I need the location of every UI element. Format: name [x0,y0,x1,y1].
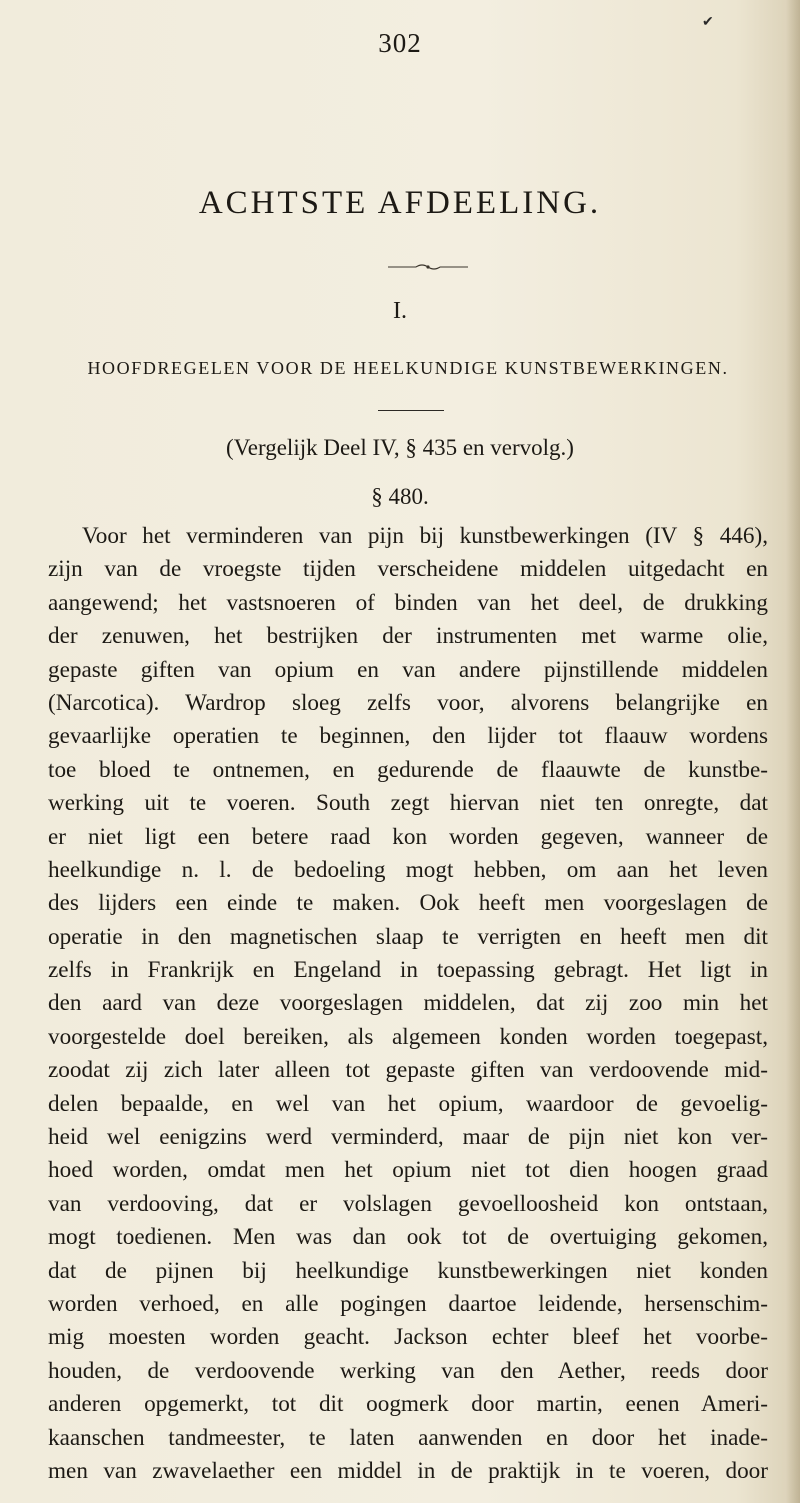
text-line: dat de pijnen bij heelkundige kunstbewerkingen niet konden [48,1257,768,1284]
text-line: operatie in den magnetischen slaap te verrigten en heeft men dit [48,923,768,950]
text-line: zelfs in Frankrijk en Engeland in toepassing gebragt. Het ligt in [48,957,768,984]
text-line: worden verhoed, en alle pogingen daartoe leidende, hersenschim- [48,1290,768,1317]
text-line: den aard van deze voorgeslagen middelen, dat zij zoo min het [48,990,768,1017]
page-edge-shadow [786,0,800,1503]
text-line: aangewend; het vastsnoeren of binden van het deel, de drukking [48,589,768,616]
chapter-number: I. [393,298,407,324]
text-line: er niet ligt een betere raad kon worden gegeven, wanneer de [48,823,768,850]
paragraph-number: § 480. [371,484,429,509]
text-line: heelkundige n. l. de bedoeling mogt hebben, om aan het leven [48,856,768,883]
text-line: gevaarlijke operatien te beginnen, den lijder tot flaauw wordens [48,723,768,750]
text-line: heid wel eenigzins werd verminderd, maar de pijn niet kon ver- [48,1124,768,1151]
text-line: kaanschen tandmeester, te laten aanwenden en door het inade- [48,1424,768,1451]
text-line: Voor het verminderen van pijn bij kunstbewerkingen (IV § 446), [82,523,768,549]
ink-mark-icon: ✔ [702,15,714,30]
text-line: der zenuwen, het bestrijken der instrumenten met warme olie, [48,623,768,650]
page-number: 302 [378,28,422,58]
text-line: toe bloed te ontnemen, en gedurende de flaauwte de kunstbe- [48,756,768,783]
body-text [48,520,768,1488]
section-title: ACHTSTE AFDEELING. [198,185,602,221]
chapter-title: HOOFDREGELEN VOOR DE HEELKUNDIGE KUNSTBEWERKINGEN. [87,358,729,378]
text-line: men van zwavelaether een middel in de praktijk in te voeren, door [48,1457,768,1484]
text-line: anderen opgemerkt, tot dit oogmerk door martin, eenen Ameri- [48,1391,768,1418]
text-line: zijn van de vroegste tijden verscheidene middelen uitgedacht en [48,556,768,583]
text-line: werking uit te voeren. South zegt hiervan niet ten onregte, dat [48,790,768,817]
text-line: (Narcotica). Wardrop sloeg zelfs voor, alvorens belangrijke en [48,689,768,716]
text-line: mig moesten worden geacht. Jackson echter bleef het voorbe- [48,1324,768,1351]
text-line: voorgestelde doel bereiken, als algemeen konden worden toegepast, [48,1023,768,1050]
text-line: gepaste giften van opium en van andere pijnstillende middelen [48,656,768,683]
text-line: des lijders een einde te maken. Ook heeft men voorgeslagen de [48,890,768,917]
text-line: houden, de verdoovende werking van den Aether, reeds door [48,1357,768,1384]
text-line: hoed worden, omdat men het opium niet tot dien hoogen graad [48,1157,768,1184]
ornament-divider-icon [388,263,468,271]
text-line: van verdooving, dat er volslagen gevoelloosheid kon ontstaan, [48,1190,768,1217]
cross-reference: (Vergelijk Deel IV, § 435 en vervolg.) [226,435,574,460]
text-line: zoodat zij zich later alleen tot gepaste giften van verdoovende mid- [48,1057,768,1084]
text-line: mogt toedienen. Men was dan ook tot de overtuiging gekomen, [48,1224,768,1251]
text-line: delen bepaalde, en wel van het opium, waardoor de gevoelig- [48,1090,768,1117]
title-rule [378,410,444,411]
